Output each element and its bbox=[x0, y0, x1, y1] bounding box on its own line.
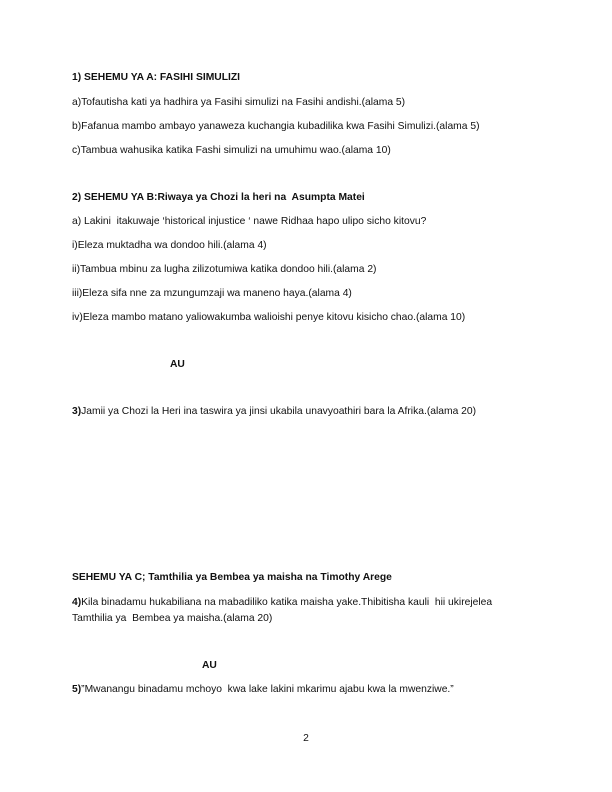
question-4-text: Kila binadamu hukabiliana na mabadiliko katika maisha yake.Thibitisha kauli hii ukirejelea bbox=[81, 597, 493, 608]
question-5 bbox=[72, 684, 454, 696]
question-5-number: 5) bbox=[72, 684, 82, 695]
section-b-heading: 2) SEHEMU YA B:Riwaya ya Chozi la heri na Asumpta Matei bbox=[72, 192, 365, 203]
question-2a-iv: iv)Eleza mambo matano yaliowakumba walioishi penye kitovu kisicho chao.(alama 10) bbox=[72, 312, 466, 323]
question-3-text: Jamii ya Chozi la Heri ina taswira ya jinsi ukabila unavyoathiri bara la Afrika.(alama 20) bbox=[81, 406, 477, 417]
question-4-line2: Tamthilia ya Bembea ya maisha.(alama 20) bbox=[72, 613, 273, 624]
section-c-heading: SEHEMU YA C; Tamthilia ya Bembea ya maisha na Timothy Arege bbox=[72, 572, 392, 583]
question-5-text: ”Mwanangu binadamu mchoyo kwa lake lakini mkarimu ajabu kwa la mwenziwe.” bbox=[81, 684, 454, 695]
question-4-line1 bbox=[72, 597, 492, 609]
question-2a-ii: ii)Tambua mbinu za lugha zilizotumiwa katika dondoo hili.(alama 2) bbox=[72, 264, 377, 275]
question-2a-iii: iii)Eleza sifa nne za mzungumzaji wa maneno haya.(alama 4) bbox=[72, 288, 352, 299]
or-label-b: AU bbox=[170, 359, 185, 370]
question-2a-i: i)Eleza muktadha wa dondoo hili.(alama 4) bbox=[72, 240, 267, 251]
question-4-number: 4) bbox=[72, 597, 82, 608]
page-number: 2 bbox=[303, 733, 309, 744]
question-1a: a)Tofautisha kati ya hadhira ya Fasihi simulizi na Fasihi andishi.(alama 5) bbox=[72, 97, 406, 108]
question-1b: b)Fafanua mambo ambayo yanaweza kuchangia kubadilika kwa Fasihi Simulizi.(alama 5) bbox=[72, 121, 480, 132]
question-3-number: 3) bbox=[72, 406, 82, 417]
question-1c: c)Tambua wahusika katika Fashi simulizi na umuhimu wao.(alama 10) bbox=[72, 145, 391, 156]
section-a-heading: 1) SEHEMU YA A: FASIHI SIMULIZI bbox=[72, 72, 241, 83]
question-2a: a) Lakini itakuwaje ‘historical injustice ‘ nawe Ridhaa hapo ulipo sicho kitovu? bbox=[72, 216, 427, 227]
question-3 bbox=[72, 406, 476, 418]
or-label-c: AU bbox=[202, 660, 217, 671]
